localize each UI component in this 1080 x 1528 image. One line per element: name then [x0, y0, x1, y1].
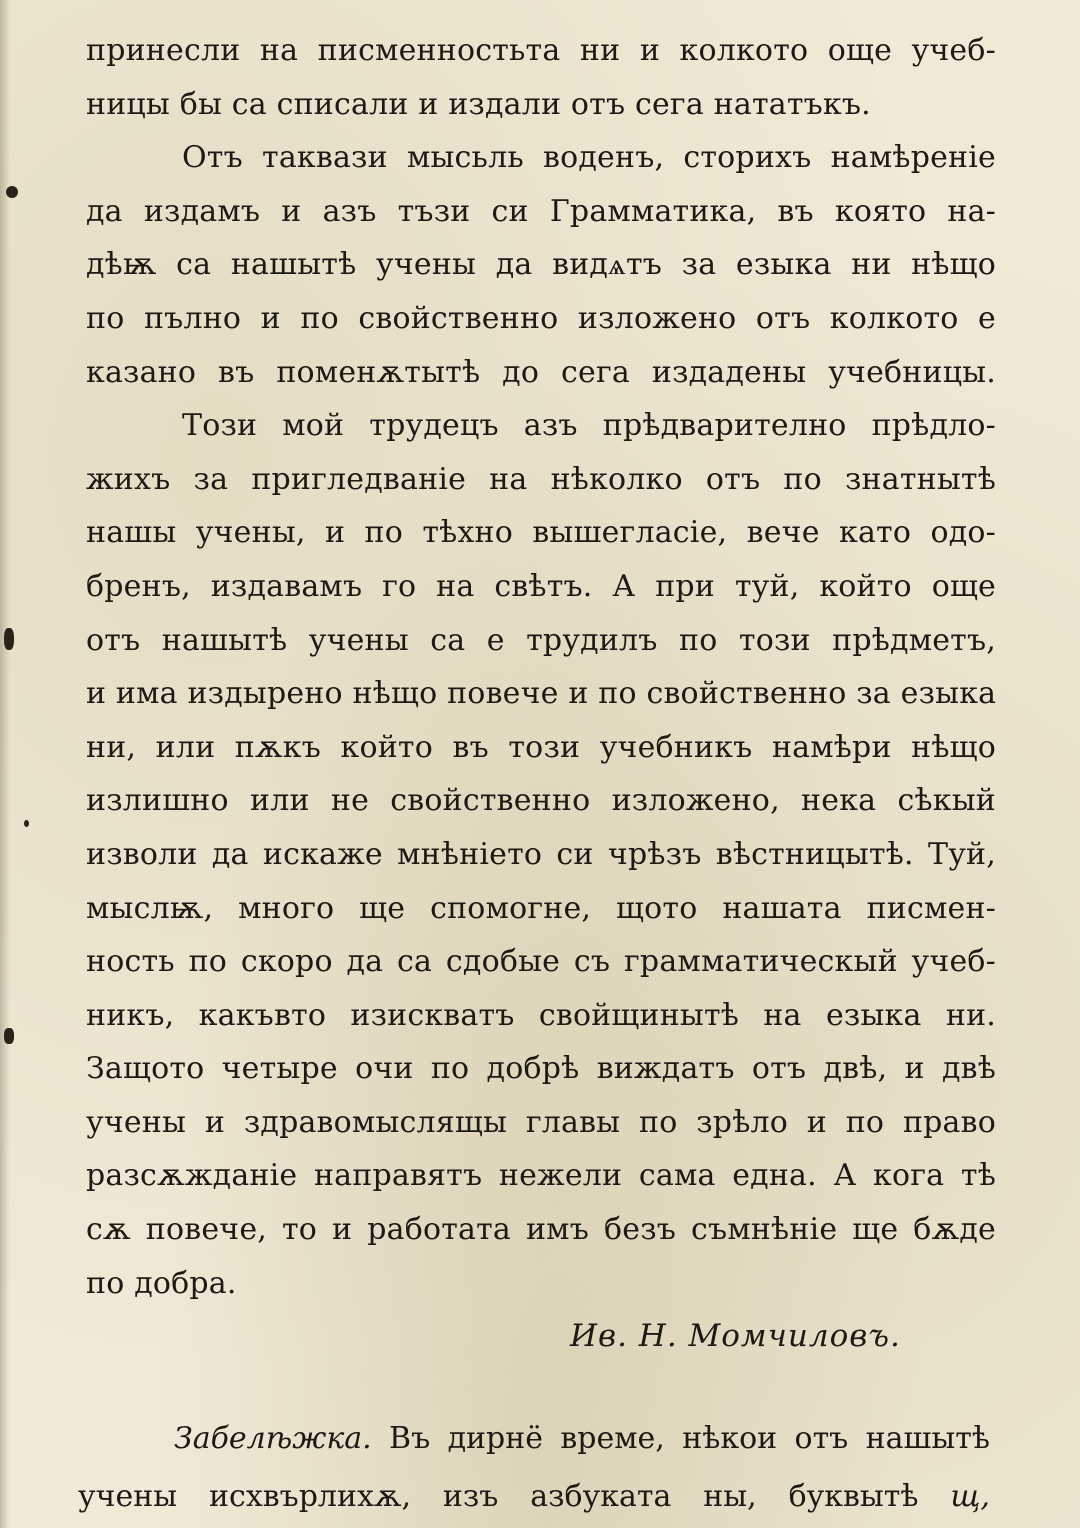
ink-spot [4, 628, 14, 650]
text-line: излишно или не свойственно изложено, нека сѣкый [86, 783, 996, 819]
footnote [78, 1410, 990, 1526]
page-edge-shadow [0, 0, 10, 1528]
text-line: сѫ повече, то и работата имъ безъ съмнѣніе ще бѫде [86, 1212, 996, 1248]
body-text [86, 24, 996, 1310]
ink-spot [6, 186, 18, 198]
footnote-text: учены исхвърлихѫ, изъ азбуката ны, буквытѣ [78, 1479, 919, 1514]
text-line: по добра. [86, 1265, 237, 1301]
text-line: никъ, какъвто изискватъ свойщинытѣ на езыка ни. [86, 997, 996, 1033]
text-line: отъ нашытѣ учены са е трудилъ по този прѣдметъ, [86, 622, 996, 658]
text-line: да издамъ и азъ тъзи си Грамматика, въ която на- [86, 193, 996, 229]
text-line: казано въ поменѫтытѣ до сега издадены учебницы. [86, 354, 996, 390]
author-signature: Ив. Н. Момчиловъ. [570, 1318, 901, 1354]
text-line: нашы учены, и по тѣхно вышегласіе, вече като одо- [86, 515, 996, 551]
text-line: Защото четыре очи по добрѣ виждатъ отъ двѣ, и двѣ [86, 1051, 996, 1087]
text-line: Този мой трудецъ азъ прѣдварително прѣдло- [182, 408, 996, 444]
text-line: принесли на писменностьта ни и колкото още учеб- [86, 33, 996, 68]
footnote-text: Въ дирнё време, нѣкои отъ нашытѣ [389, 1421, 990, 1456]
text-line: жихъ за пригледваніе на нѣколко отъ по знатнытѣ [86, 461, 996, 497]
footnote-italic-letter: щ, [950, 1479, 990, 1514]
text-line: и има издырено нѣщо повече и по свойственно за езыка [86, 676, 996, 712]
text-line: по пълно и по свойственно изложено отъ колкото е [86, 300, 996, 336]
text-line: ность по скоро да са сдобые съ грамматическый учеб- [86, 944, 996, 980]
text-line: разсѫжданіе направятъ нежели сама една. А кога тѣ [86, 1158, 996, 1194]
footnote-line [78, 1410, 990, 1468]
text-line: бренъ, издавамъ го на свѣтъ. А при туй, който още [86, 568, 996, 604]
ink-spot [24, 820, 29, 827]
text-line: мыслѭ, много ще спомогне, щото нашата писмен- [86, 890, 996, 926]
footnote-line [78, 1468, 990, 1526]
text-line: ницы бы са списали и издали отъ сега нататъкъ. [86, 86, 871, 122]
text-line: изволи да искаже мнѣніето си чрѣзъ вѣстницытѣ. Туй, [86, 836, 996, 872]
text-line: ни, или пѫкъ който въ този учебникъ намѣри нѣщо [86, 729, 996, 765]
ink-spot [4, 1028, 14, 1044]
text-line: Отъ таквази мысьль воденъ, сторихъ намѣреніе [182, 140, 996, 176]
text-line: дѣѭ са нашытѣ учены да видѧтъ за езыка ни нѣщо [86, 247, 996, 283]
footnote-label: Забелѣжка. [174, 1421, 372, 1456]
text-line: учены и здравомыслящы главы по зрѣло и по право [86, 1104, 996, 1140]
